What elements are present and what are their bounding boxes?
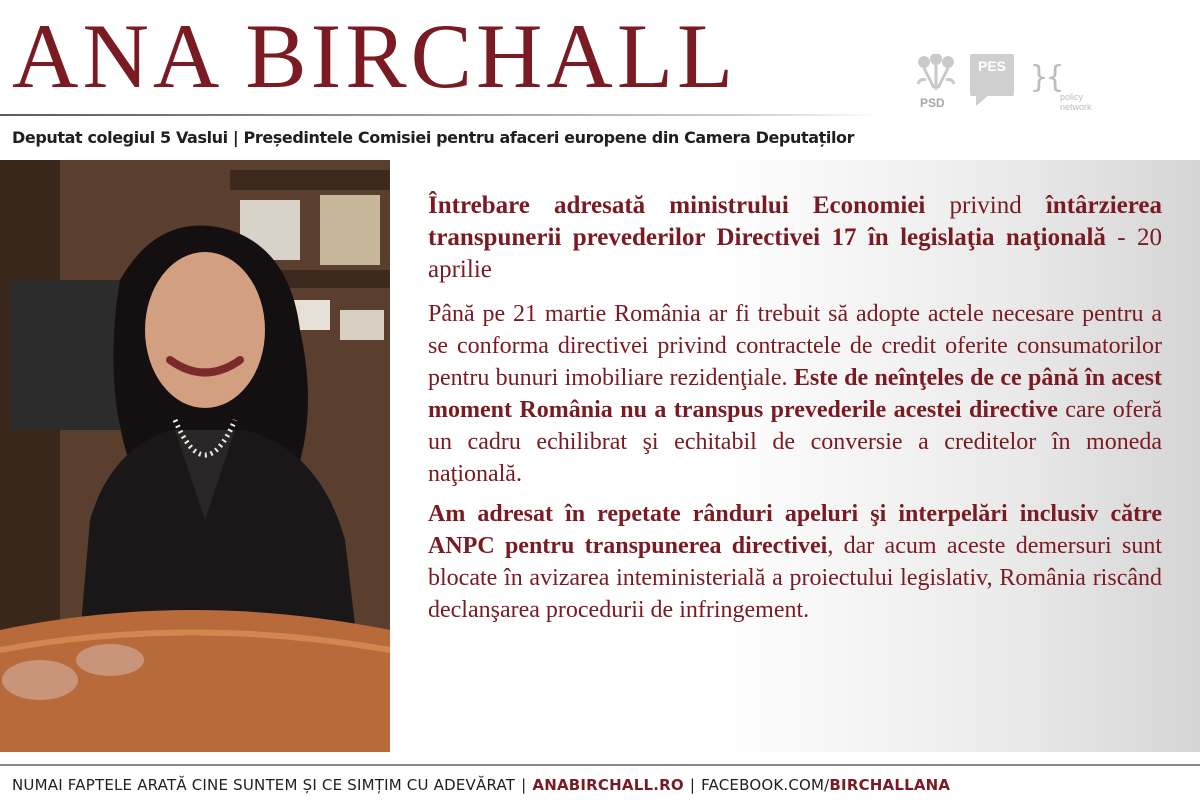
footer-slogan: NUMAI FAPTELE ARATĂ CINE SUNTEM ȘI CE SIMȚIM CU ADEVĂRAT: [12, 776, 516, 794]
footer-separator-2: |: [689, 776, 696, 794]
article-paragraph-2: [428, 298, 1162, 490]
lead-text-1: privind: [925, 192, 1046, 219]
lead-bold-2: întârzierea transpunerii prevederilor Directivei 17 în legislaţia naţională: [428, 192, 1162, 251]
p2-text-1: Până pe 21 martie România ar fi trebuit să adopte actele necesare pentru a se conforma directivei privind contractele de credit oferite consumatorilor pentru bunuri imobiliare rezidenţiale.: [428, 301, 1162, 391]
lead-bold-1: Întrebare adresată ministrului Economiei: [428, 192, 926, 219]
subtitle: Deputat colegiul 5 Vaslui | Președintele Comisiei pentru afaceri europene din Camera Deputaților: [12, 128, 855, 147]
footer-line: [12, 776, 950, 794]
portrait-photo: [0, 160, 390, 752]
pes-speech-icon: [970, 54, 1022, 110]
policy-network-icon: [1030, 54, 1112, 110]
facebook-prefix[interactable]: FACEBOOK.COM/: [701, 776, 830, 794]
header-divider: [0, 114, 880, 116]
footer: [0, 764, 1200, 800]
p2-bold-1: Este de neînţeles de ce până în acest moment România nu a transpus prevederile acestei directive: [428, 365, 1162, 423]
psd-rose-icon: [912, 54, 960, 116]
article-lead: [428, 190, 1162, 286]
page-title: ANA BIRCHALL: [12, 5, 738, 107]
psd-label: PSD: [920, 96, 945, 110]
p2-text-2: care oferă un cadru echilibrat şi echitabil de conversie a creditelor în moneda naţională.: [428, 397, 1162, 487]
policy-network-label: policy network: [1060, 92, 1092, 112]
article-body: [428, 190, 1162, 626]
footer-separator-1: |: [521, 776, 527, 794]
partner-logos: [912, 54, 1112, 118]
p3-bold-1: Am adresat în repetate rânduri apeluri şi interpelări inclusiv către ANPC pentru transpunerea directivei: [428, 501, 1162, 559]
facebook-handle-link[interactable]: BIRCHALLANA: [829, 776, 951, 794]
lead-date: - 20 aprilie: [428, 224, 1162, 283]
p3-text-1: , dar acum aceste demersuri sunt blocate în avizarea inteministerială a proiectului legislativ, România riscând declanşarea procedurii de infringement.: [428, 533, 1162, 623]
policy-network-mark: }{: [1030, 60, 1063, 95]
pes-label: PES: [977, 58, 1006, 74]
article-paragraph-3: [428, 498, 1162, 626]
website-link[interactable]: ANABIRCHALL.RO: [532, 776, 684, 794]
